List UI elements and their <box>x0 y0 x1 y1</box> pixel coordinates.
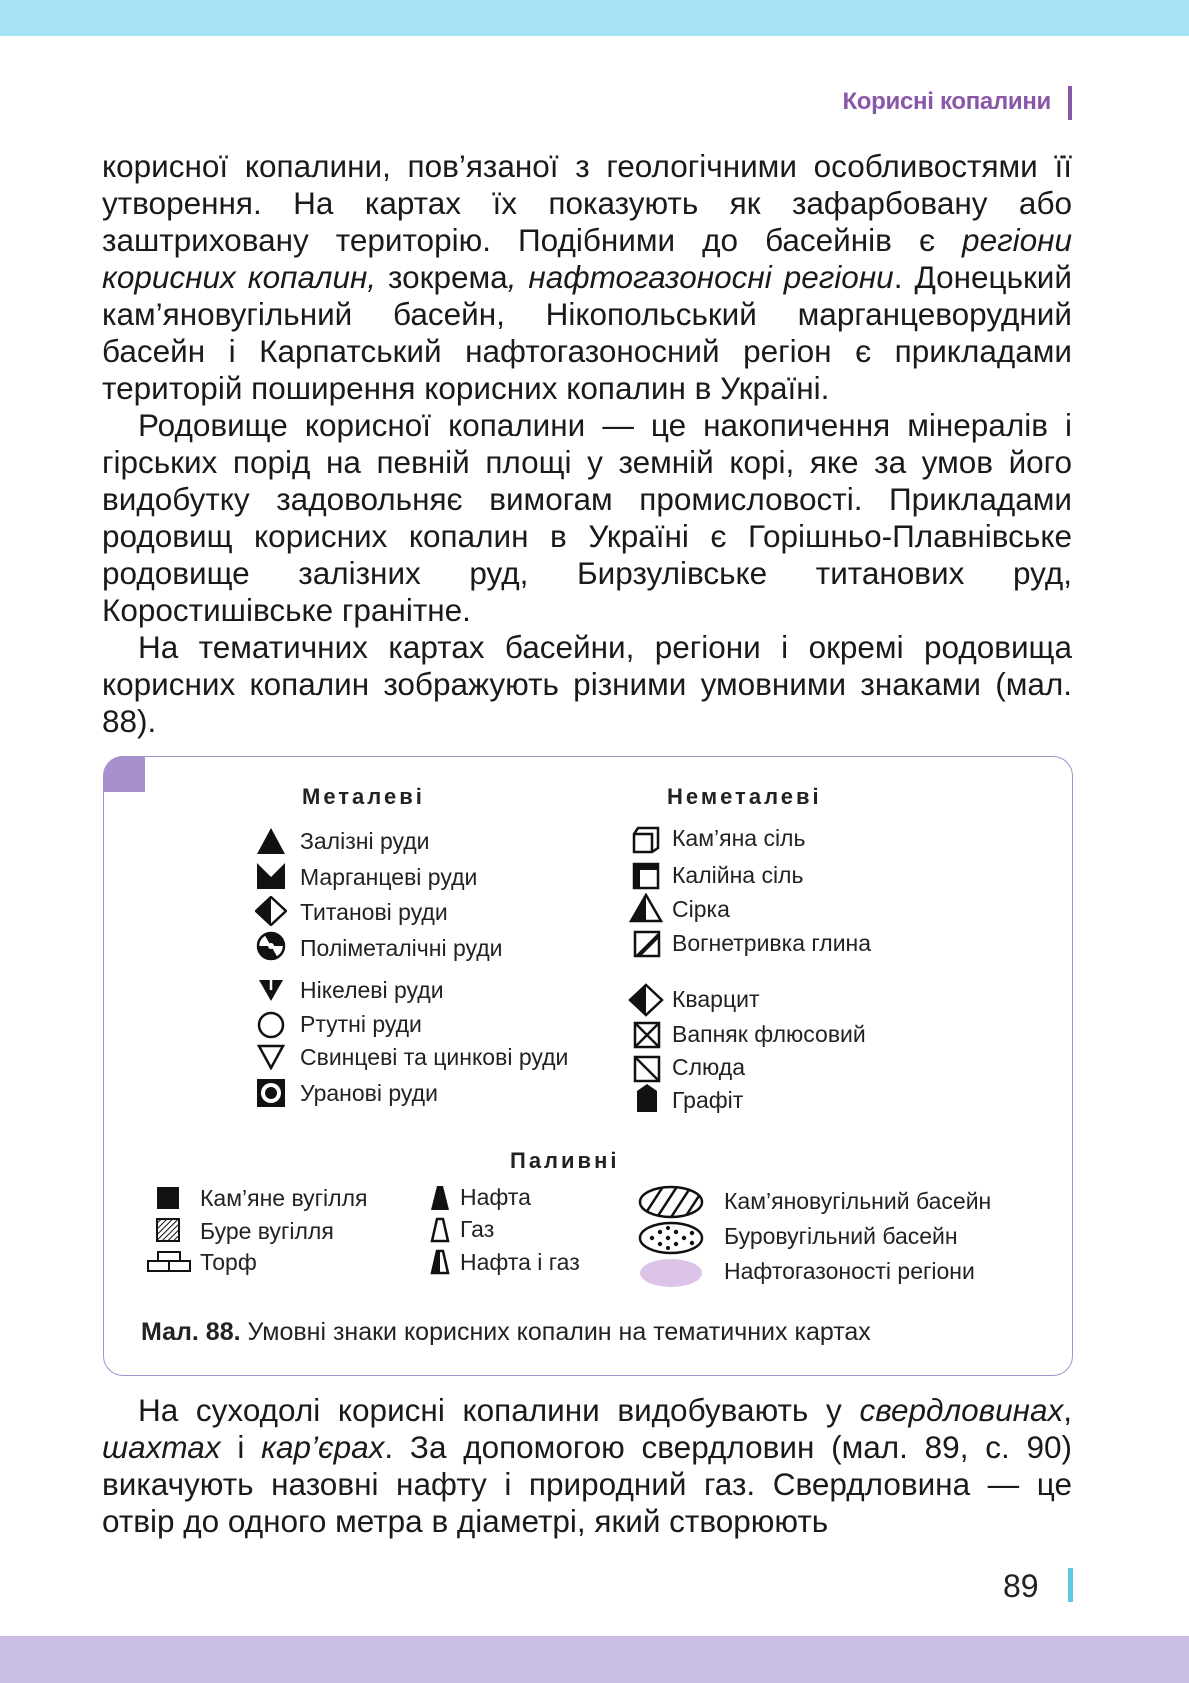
page-number-bar <box>1068 1568 1073 1602</box>
hard-coal-icon <box>156 1186 180 1210</box>
fuels-title: Паливні <box>510 1148 620 1173</box>
body-text-top <box>102 148 1072 740</box>
legend-nickel-ore: Нікелеві руди <box>300 977 444 1003</box>
legend-manganese-ore: Марганцеві руди <box>300 864 478 890</box>
text-run: свердловинах <box>859 1392 1064 1428</box>
uranium-ore-icon <box>256 1078 286 1108</box>
brown-coal-basin-icon <box>638 1221 704 1255</box>
figure-caption <box>141 1318 871 1347</box>
legend-polymetallic-ore: Поліметалічні руди <box>300 935 503 961</box>
text-run: На суходолі корисні копалини видобувають у <box>138 1392 860 1428</box>
text-run: регіони корисних копалин, <box>102 222 1072 295</box>
running-title: Корисні копалини <box>842 88 1051 115</box>
titanium-ore-icon <box>255 896 287 926</box>
quartzite-icon <box>628 983 664 1017</box>
potash-salt-icon <box>632 862 660 890</box>
peat-icon <box>146 1250 192 1274</box>
legend-titanium-ore: Титанові руди <box>300 899 448 925</box>
caption-label: Мал. 88. <box>141 1318 241 1346</box>
metals-title: Металеві <box>302 784 425 809</box>
paragraph-4 <box>102 1392 1072 1540</box>
polymetallic-ore-icon <box>256 931 286 961</box>
nonmetals-title: Неметалеві <box>667 784 822 809</box>
header-divider <box>1068 86 1072 120</box>
paragraph-1 <box>102 148 1072 407</box>
body-text-bottom <box>102 1392 1072 1540</box>
text-run: . За допомогою свердловин (мал. 89, с. 90) викачують назовні нафту і природний газ. Свердловина — це отвір до одного метра в діаметрі, який створюють <box>102 1429 1072 1539</box>
legend-oil-and-gas: Нафта і газ <box>460 1249 580 1275</box>
legend-sulfur: Сірка <box>672 896 730 922</box>
legend-uranium-ore: Уранові руди <box>300 1080 438 1106</box>
legend-rock-salt: Кам’яна сіль <box>672 825 806 851</box>
caption-text: Умовні знаки корисних копалин на тематичних картах <box>240 1318 871 1346</box>
text-run: корисної копалини, пов’язаної з геологічними особливостями її утворення. На картах їх показують як зафарбовану або заштриховану територію. Подібними до басейнів є <box>102 148 1072 258</box>
legend-flux-limestone: Вапняк флюсовий <box>672 1021 866 1047</box>
legend-quartzite: Кварцит <box>672 986 760 1012</box>
refractory-clay-icon <box>633 930 661 958</box>
mica-icon <box>633 1055 661 1083</box>
legend-oil-gas-regions: Нафтогазоності регіони <box>724 1258 975 1284</box>
paragraph-3: На тематичних картах басейни, регіони і окремі родовища корисних копалин зображують різними умовними знаками (мал. 88). <box>102 629 1072 739</box>
legend-potash-salt: Калійна сіль <box>672 862 804 888</box>
legend-mercury-ore: Ртутні руди <box>300 1011 422 1037</box>
figure-corner-tab <box>103 756 145 792</box>
flux-limestone-icon <box>633 1021 661 1049</box>
legend-gas: Газ <box>460 1216 495 1242</box>
legend-refractory-clay: Вогнетривка глина <box>672 930 872 956</box>
graphite-icon <box>636 1083 658 1113</box>
legend-iron-ore: Залізні руди <box>300 828 430 854</box>
text-run: зокрема <box>376 259 508 295</box>
legend-brown-coal: Буре вугілля <box>200 1218 334 1244</box>
legend-oil: Нафта <box>460 1184 531 1210</box>
top-color-band <box>0 0 1189 36</box>
text-run: кар’єрах <box>261 1429 385 1465</box>
lead-zinc-ore-icon <box>257 1044 285 1070</box>
mercury-ore-icon <box>257 1011 285 1039</box>
bottom-color-band <box>0 1636 1189 1683</box>
text-run: , нафтогазоносні регіони <box>507 259 894 295</box>
legend-hard-coal: Кам’яне вугілля <box>200 1185 368 1211</box>
nickel-ore-icon <box>258 978 284 1002</box>
legend-brown-coal-basin: Буровугільний басейн <box>724 1223 958 1249</box>
legend-lead-zinc-ore: Свинцеві та цинкові руди <box>300 1044 569 1070</box>
text-run: і <box>220 1429 262 1465</box>
legend-graphite: Графіт <box>672 1087 744 1113</box>
iron-ore-icon <box>256 827 286 855</box>
oil-and-gas-icon <box>430 1249 450 1275</box>
manganese-ore-icon <box>256 862 286 890</box>
legend-coal-basin: Кам’яновугільний басейн <box>724 1188 992 1214</box>
gas-icon <box>430 1217 450 1243</box>
paragraph-2: Родовище корисної копалини — це накопичення мінералів і гірських порід на певній площі у земній корі, яке за умов його видобутку задовольняє вимогам промисловості. Прикладами родовищ корисних копалин в Україні є Горішньо-Плавнівське родовище залізних руд, Бирзулівське титанових руд, Коростишівське гранітне. <box>102 407 1072 628</box>
legend-peat: Торф <box>200 1249 257 1275</box>
coal-basin-icon <box>638 1185 704 1219</box>
text-run: шахтах <box>102 1429 221 1465</box>
sulfur-icon <box>629 893 663 923</box>
oil-icon <box>430 1185 450 1211</box>
oil-gas-region-icon <box>638 1256 704 1290</box>
text-run: , <box>1063 1392 1072 1428</box>
page-number: 89 <box>1003 1568 1039 1604</box>
text-run: . Донецький кам’яновугільний басейн, Нікопольський марганцеворудний басейн і Карпатський нафтогазоносний регіон є прикладами територій поширення корисних копалин в Україні. <box>102 259 1072 406</box>
brown-coal-icon <box>156 1218 180 1242</box>
rock-salt-icon <box>632 826 660 854</box>
legend-mica: Слюда <box>672 1054 745 1080</box>
